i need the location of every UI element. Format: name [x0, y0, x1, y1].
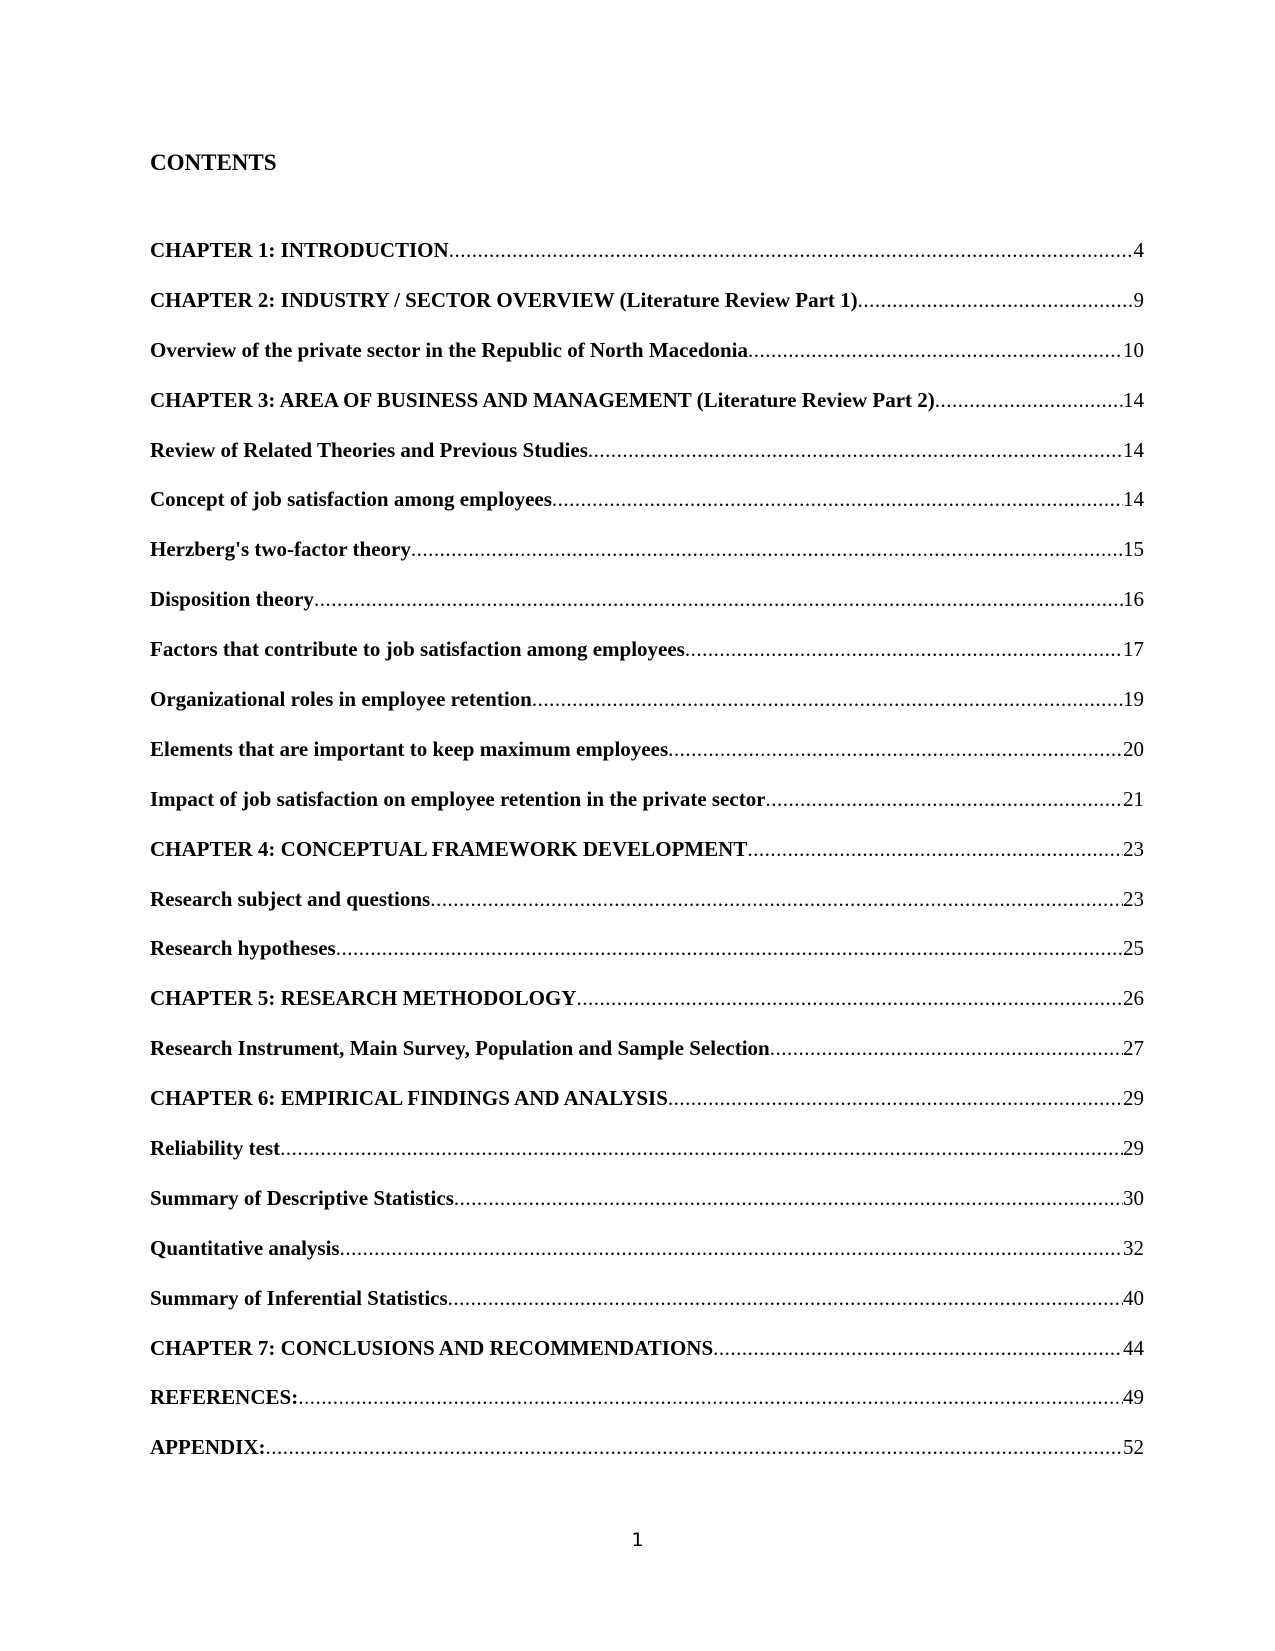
- toc-entry-title: CHAPTER 7: CONCLUSIONS AND RECOMMENDATIONS: [150, 1335, 714, 1360]
- toc-dot-leader: [336, 933, 1123, 963]
- toc-dot-leader: [668, 734, 1123, 764]
- toc-dot-leader: [532, 684, 1123, 714]
- toc-entry-page: 27: [1123, 1036, 1144, 1061]
- toc-entry[interactable]: [150, 584, 1144, 634]
- toc-entry-page: 16: [1123, 587, 1144, 612]
- toc-dot-leader: [770, 1033, 1123, 1063]
- toc-entry-title: CHAPTER 2: INDUSTRY / SECTOR OVERVIEW (Literature Review Part 1): [150, 287, 858, 312]
- toc-entry-title: Herzberg's two-factor theory: [150, 537, 411, 562]
- toc-entry-page: 40: [1123, 1285, 1144, 1310]
- toc-dot-leader: [454, 1183, 1123, 1213]
- toc-entry-page: 17: [1123, 637, 1144, 662]
- toc-entry-title: Disposition theory: [150, 587, 314, 612]
- toc-entry-title: Impact of job satisfaction on employee retention in the private sector: [150, 786, 766, 811]
- toc-entry[interactable]: [150, 1233, 1144, 1283]
- toc-entry[interactable]: [150, 1083, 1144, 1133]
- toc-entry[interactable]: [150, 634, 1144, 684]
- toc-dot-leader: [449, 235, 1134, 265]
- toc-entry-title: Research subject and questions: [150, 886, 431, 911]
- toc-entry-title: Reliability test: [150, 1136, 281, 1161]
- toc-dot-leader: [766, 784, 1123, 814]
- table-of-contents: [150, 235, 1144, 1482]
- toc-entry-title: CHAPTER 5: RESEARCH METHODOLOGY: [150, 986, 577, 1011]
- toc-entry-page: 26: [1123, 986, 1144, 1011]
- toc-entry-page: 14: [1123, 487, 1144, 512]
- toc-entry[interactable]: [150, 534, 1144, 584]
- toc-dot-leader: [747, 834, 1123, 864]
- toc-entry-page: 23: [1123, 836, 1144, 861]
- toc-entry-title: APPENDIX:: [150, 1435, 266, 1460]
- toc-entry-page: 10: [1123, 337, 1144, 362]
- toc-entry-page: 52: [1123, 1435, 1144, 1460]
- toc-dot-leader: [340, 1233, 1123, 1263]
- toc-entry[interactable]: [150, 1033, 1144, 1083]
- toc-entry[interactable]: [150, 1432, 1144, 1482]
- page-number: 1: [631, 1529, 644, 1551]
- toc-entry[interactable]: [150, 1333, 1144, 1383]
- toc-entry-title: Concept of job satisfaction among employees: [150, 487, 552, 512]
- toc-entry-page: 23: [1123, 886, 1144, 911]
- toc-dot-leader: [685, 634, 1123, 664]
- toc-dot-leader: [935, 385, 1123, 415]
- toc-entry[interactable]: [150, 983, 1144, 1033]
- toc-entry-title: Quantitative analysis: [150, 1235, 340, 1260]
- toc-entry-title: CHAPTER 3: AREA OF BUSINESS AND MANAGEMENT (Literature Review Part 2): [150, 387, 935, 412]
- toc-entry[interactable]: [150, 734, 1144, 784]
- toc-entry[interactable]: [150, 435, 1144, 485]
- toc-entry-title: Research Instrument, Main Survey, Population and Sample Selection: [150, 1036, 770, 1061]
- toc-entry-title: Factors that contribute to job satisfaction among employees: [150, 637, 685, 662]
- toc-entry-page: 30: [1123, 1185, 1144, 1210]
- toc-entry[interactable]: [150, 484, 1144, 534]
- toc-entry-title: Research hypotheses: [150, 936, 336, 961]
- toc-dot-leader: [588, 435, 1123, 465]
- toc-entry-page: 14: [1123, 437, 1144, 462]
- toc-entry-title: Review of Related Theories and Previous Studies: [150, 437, 588, 462]
- toc-entry-title: CHAPTER 6: EMPIRICAL FINDINGS AND ANALYSIS: [150, 1086, 668, 1111]
- toc-entry[interactable]: [150, 335, 1144, 385]
- toc-dot-leader: [430, 884, 1123, 914]
- toc-entry-title: REFERENCES:: [150, 1385, 299, 1410]
- toc-dot-leader: [411, 534, 1123, 564]
- toc-entry-page: 4: [1133, 238, 1144, 262]
- toc-dot-leader: [576, 983, 1123, 1013]
- toc-dot-leader: [280, 1133, 1123, 1163]
- toc-dot-leader: [314, 584, 1123, 614]
- toc-entry[interactable]: [150, 1283, 1144, 1333]
- toc-entry-title: Overview of the private sector in the Republic of North Macedonia: [150, 337, 749, 362]
- toc-entry[interactable]: [150, 784, 1144, 834]
- toc-entry[interactable]: [150, 884, 1144, 934]
- toc-entry-page: 29: [1123, 1086, 1144, 1111]
- toc-entry-title: Summary of Descriptive Statistics: [150, 1185, 454, 1210]
- toc-entry[interactable]: [150, 285, 1144, 335]
- toc-entry-title: Organizational roles in employee retention: [150, 687, 532, 712]
- toc-entry[interactable]: [150, 1133, 1144, 1183]
- toc-entry-page: 15: [1123, 537, 1144, 562]
- toc-entry[interactable]: [150, 1382, 1144, 1432]
- toc-dot-leader: [266, 1432, 1124, 1462]
- toc-entry-title: Summary of Inferential Statistics: [150, 1285, 448, 1310]
- toc-entry[interactable]: [150, 933, 1144, 983]
- contents-heading: CONTENTS: [150, 150, 277, 175]
- toc-entry-page: 29: [1123, 1136, 1144, 1161]
- toc-dot-leader: [748, 335, 1123, 365]
- toc-entry-page: 19: [1123, 687, 1144, 712]
- toc-entry-page: 14: [1123, 387, 1144, 412]
- toc-entry-title: CHAPTER 1: INTRODUCTION: [150, 238, 449, 262]
- toc-entry-title: Elements that are important to keep maximum employees: [150, 736, 669, 761]
- toc-entry-page: 25: [1123, 936, 1144, 961]
- toc-entry[interactable]: [150, 834, 1144, 884]
- toc-dot-leader: [668, 1083, 1123, 1113]
- toc-entry-page: 49: [1123, 1385, 1144, 1410]
- toc-dot-leader: [713, 1333, 1123, 1363]
- toc-dot-leader: [858, 285, 1134, 315]
- toc-dot-leader: [298, 1382, 1123, 1412]
- toc-entry-page: 9: [1133, 287, 1144, 312]
- toc-entry-title: CHAPTER 4: CONCEPTUAL FRAMEWORK DEVELOPMENT: [150, 836, 748, 861]
- toc-dot-leader: [552, 484, 1123, 514]
- toc-dot-leader: [448, 1283, 1123, 1313]
- toc-entry-page: 44: [1123, 1335, 1144, 1360]
- toc-entry[interactable]: [150, 684, 1144, 734]
- toc-entry-page: 32: [1123, 1235, 1144, 1260]
- toc-entry[interactable]: [150, 1183, 1144, 1233]
- toc-entry[interactable]: [150, 385, 1144, 435]
- toc-entry-page: 20: [1123, 736, 1144, 761]
- toc-entry[interactable]: [150, 235, 1144, 285]
- toc-entry-page: 21: [1123, 786, 1144, 811]
